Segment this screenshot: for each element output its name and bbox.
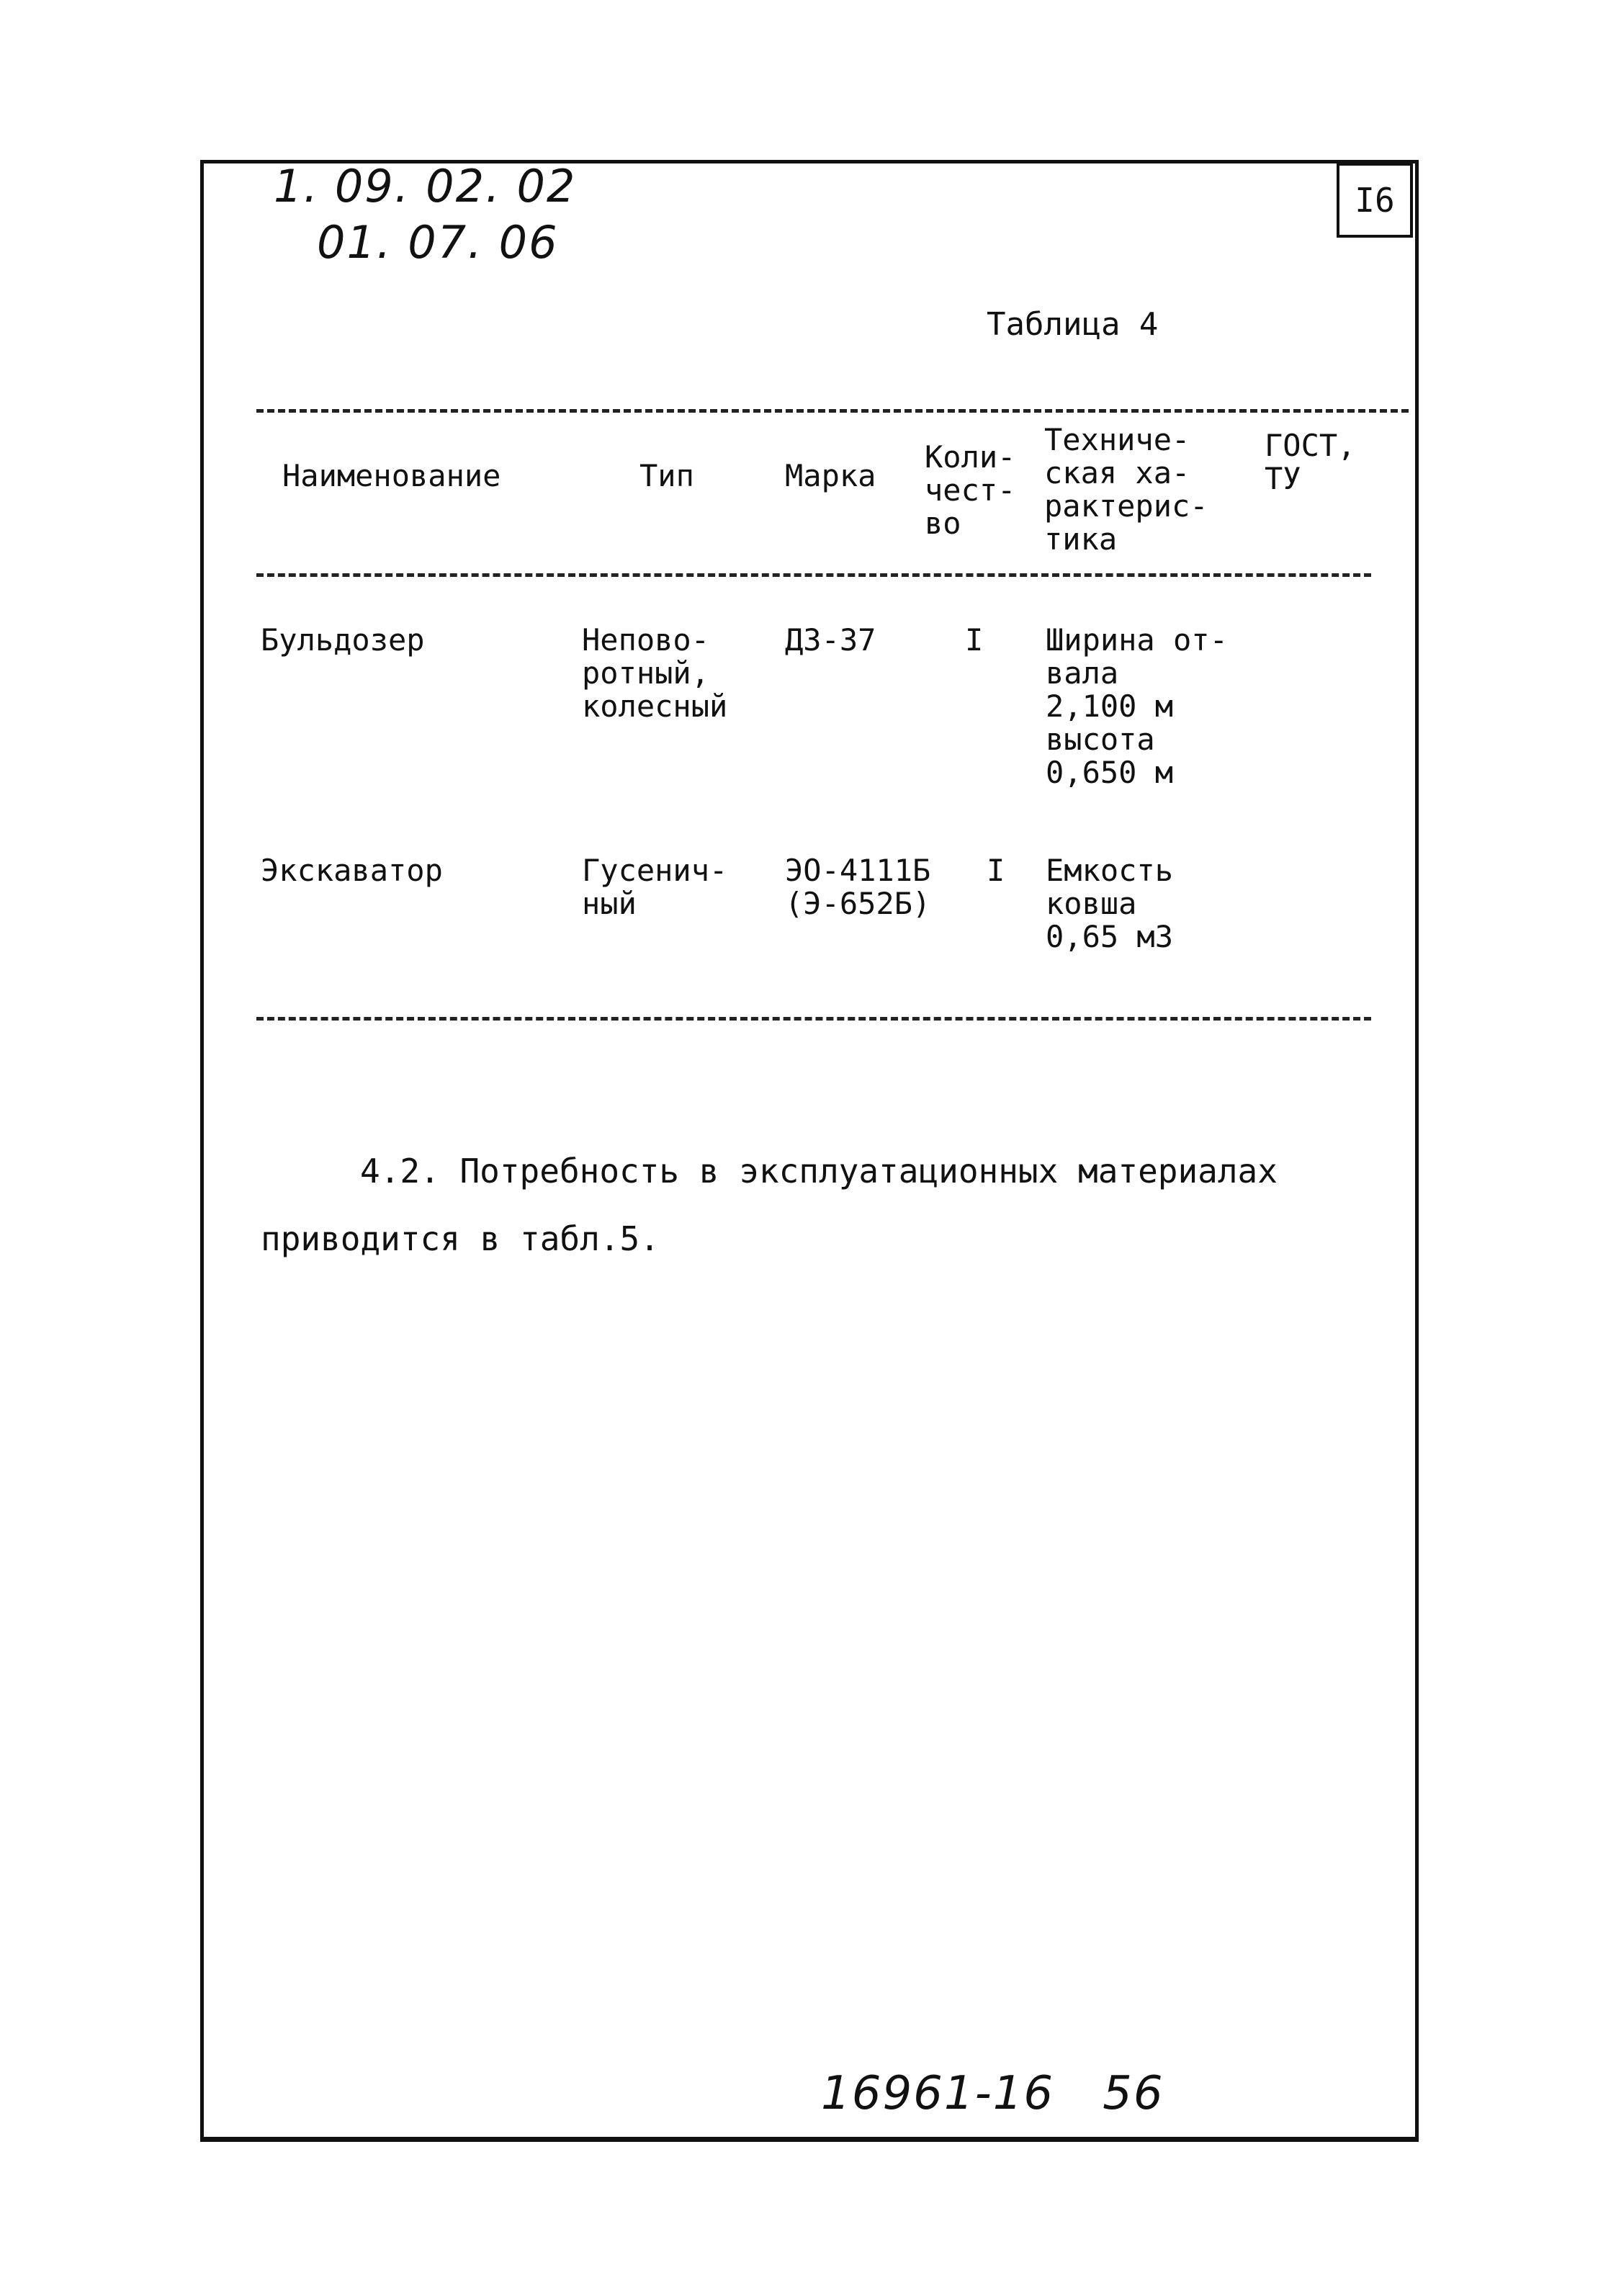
document-code-line2: 01. 07. 06 bbox=[317, 216, 559, 269]
page-number-box: I6 bbox=[1337, 163, 1413, 238]
handwritten-footer-code: 16961-16 56 bbox=[821, 2067, 1164, 2120]
column-header-gost: ГОСТ, ТУ bbox=[1265, 428, 1356, 496]
column-header-quantity: Коли- чест- во bbox=[925, 439, 1016, 541]
row-2-brand: ЭО-4111Б (Э-652Б) bbox=[785, 853, 931, 921]
row-2-quantity: I bbox=[987, 853, 1005, 888]
row-1-name: Бульдозер bbox=[261, 622, 425, 658]
header-bottom-rule bbox=[256, 573, 1371, 577]
table-top-rule bbox=[256, 409, 1409, 413]
row-1-brand: ДЗ-37 bbox=[785, 622, 876, 658]
column-header-spec: Техниче- ская ха- рактерис- тика bbox=[1044, 422, 1208, 557]
column-header-brand: Марка bbox=[785, 458, 876, 493]
column-header-type: Тип bbox=[639, 458, 694, 493]
row-2-spec: Емкость ковша 0,65 м3 bbox=[1046, 853, 1174, 954]
row-2-name: Экскаватор bbox=[261, 853, 443, 888]
paragraph-line-1: 4.2. Потребность в эксплуатационных материалах bbox=[360, 1152, 1278, 1190]
table-caption: Таблица 4 bbox=[987, 306, 1159, 343]
column-header-name: Наименование bbox=[282, 458, 501, 493]
row-2-type: Гусенич- ный bbox=[582, 853, 728, 921]
row-1-quantity: I bbox=[965, 622, 984, 658]
table-bottom-rule bbox=[256, 1017, 1371, 1021]
row-1-spec: Ширина от- вала 2,100 м высота 0,650 м bbox=[1046, 622, 1228, 790]
document-code-line1: 1. 09. 02. 02 bbox=[274, 160, 577, 212]
row-1-type: Непово- ротный, колесный bbox=[582, 622, 728, 724]
paragraph-line-2: приводится в табл.5. bbox=[261, 1219, 660, 1258]
